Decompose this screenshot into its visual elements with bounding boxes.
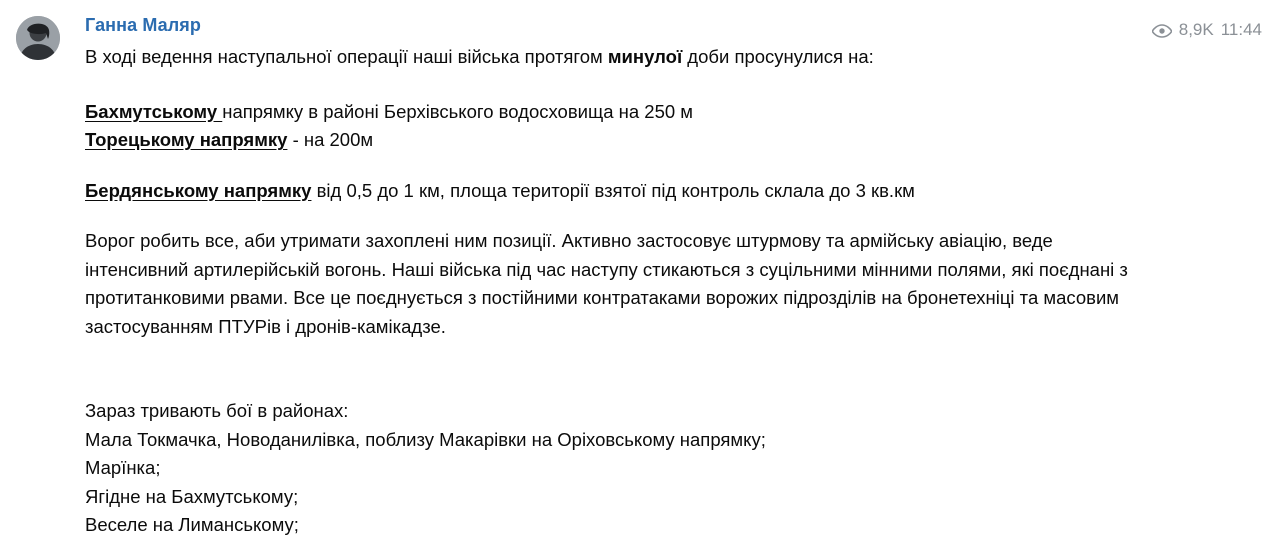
battle-item: Мала Токмачка, Новоданилівка, поблизу Макарівки на Оріховському напрямку;: [85, 428, 766, 450]
intro-after: доби просунулися на:: [682, 46, 874, 67]
eye-icon: [1152, 23, 1172, 37]
avatar[interactable]: [16, 16, 60, 60]
message-time: 11:44: [1220, 20, 1262, 39]
berdiansk-rest: від 0,5 до 1 км, площа території взятої під контроль склала до 3 кв.км: [311, 179, 915, 201]
message-meta: [1152, 20, 1262, 40]
view-count: 8,9K: [1178, 20, 1214, 39]
message-body: [85, 14, 1160, 540]
intro-before: В ході ведення наступальної операції наші війська протягом: [85, 46, 608, 67]
direction-line-1: [85, 126, 1160, 155]
situation-paragraph: Ворог робить все, аби утримати захоплені ним позиції. Активно застосовує штурмову та армійську авіацію, веде інтенсивний артилерійській вогонь. Наші війська під час наступу стикаються з суцільними мінними полями, які поєднані з протитанковими рвами. Все це поєднується з постійними контратаками ворожих підрозділів на бронетехніці та масовим застосуванням ПТУРів і дронів-камікадзе.: [85, 230, 1128, 337]
spacer: [85, 205, 1160, 227]
spacer: [85, 341, 1160, 397]
spacer: [85, 72, 1160, 98]
battles-heading: Зараз тривають бої в районах:: [85, 400, 349, 421]
message-text: [85, 43, 1160, 540]
spacer: [85, 155, 1160, 177]
battle-item: Ягідне на Бахмутському;: [85, 485, 299, 507]
battle-item: Марїнка;: [85, 457, 161, 478]
message-author[interactable]: Ганна Маляр: [85, 15, 201, 35]
direction-rest-1: - на 200м: [287, 129, 374, 150]
direction-name-0: Бахмутському: [85, 100, 223, 122]
intro-bold: минулої: [607, 46, 683, 67]
direction-line-0: [85, 98, 1160, 127]
berdiansk-name: Бердянському напрямку: [85, 179, 312, 201]
person-avatar-icon: [16, 16, 60, 60]
intro-paragraph: [85, 43, 1160, 72]
berdiansk-line: [85, 177, 1160, 206]
direction-name-1: Торецькому напрямку: [85, 129, 288, 150]
battle-item: Веселе на Лиманському;: [85, 514, 299, 535]
direction-rest-0: напрямку в районі Берхівського водосховища на 250 м: [222, 100, 694, 122]
